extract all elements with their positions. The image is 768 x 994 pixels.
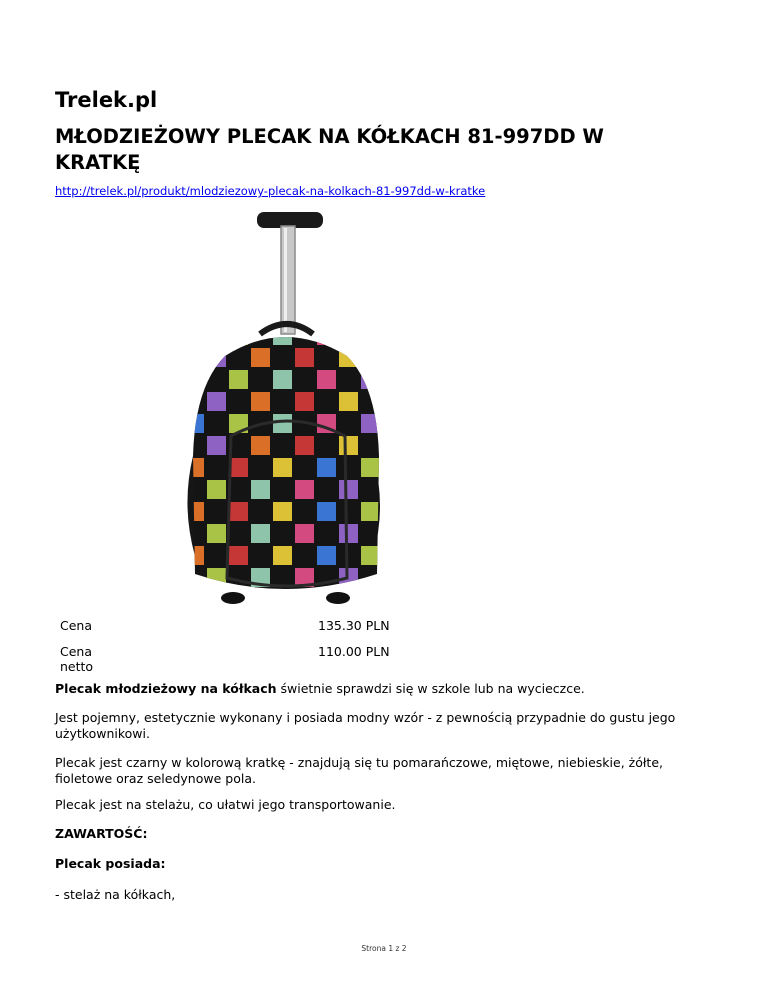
- pattern-square: [339, 480, 358, 499]
- pattern-square: [273, 546, 292, 565]
- pattern-square: [229, 458, 248, 477]
- description-paragraph-1: [55, 681, 715, 697]
- feature-item: - stelaż na kółkach,: [55, 887, 176, 902]
- pattern-square: [185, 370, 204, 389]
- pattern-square: [273, 414, 292, 433]
- pattern-square: [317, 502, 336, 521]
- pattern-square: [339, 524, 358, 543]
- pattern-square: [317, 370, 336, 389]
- pattern-square: [273, 502, 292, 521]
- price-value: 135.30 PLN: [318, 618, 390, 633]
- description-paragraph-2: Jest pojemny, estetycznie wykonany i posiada modny wzór - z pewnością przypadnie do gustu jego użytkownikowi.: [55, 710, 676, 741]
- pattern-square: [339, 392, 358, 411]
- pattern-square: [361, 502, 380, 521]
- pattern-square: [229, 326, 248, 345]
- pattern-square: [317, 458, 336, 477]
- description-paragraph-3: Plecak jest czarny w kolorową kratkę - znajdują się tu pomarańczowe, miętowe, niebieskie, żółte, fioletowe oraz seledynowe pola.: [55, 755, 663, 786]
- pattern-square: [361, 414, 380, 433]
- net-price-value: 110.00 PLN: [318, 644, 390, 659]
- pattern-square: [295, 348, 314, 367]
- pattern-square: [361, 590, 380, 609]
- pattern-square: [229, 370, 248, 389]
- page-footer: Strona 1 z 2: [361, 944, 407, 953]
- product-title: MŁODZIEŻOWY PLECAK NA KÓŁKACH 81-997DD W KRATKĘ: [55, 125, 604, 174]
- pattern-square: [383, 348, 402, 367]
- pattern-square: [317, 326, 336, 345]
- pattern-square: [185, 458, 204, 477]
- pattern-square: [251, 436, 270, 455]
- pattern-square: [207, 568, 226, 587]
- trolley-handle: [257, 212, 323, 334]
- pattern-square: [383, 436, 402, 455]
- pattern-square: [361, 370, 380, 389]
- pattern-square: [339, 436, 358, 455]
- pattern-square: [383, 568, 402, 587]
- pattern-square: [229, 546, 248, 565]
- pattern-square: [207, 436, 226, 455]
- pattern-square: [361, 458, 380, 477]
- product-image: [55, 206, 510, 612]
- pattern-square: [361, 326, 380, 345]
- features-heading: [55, 856, 715, 872]
- pattern-square: [295, 392, 314, 411]
- price-label: Cena: [60, 618, 93, 633]
- description-paragraph-4: Plecak jest na stelażu, co ułatwi jego transportowanie.: [55, 797, 396, 812]
- pattern-square: [273, 370, 292, 389]
- pattern-square: [295, 524, 314, 543]
- pattern-square: [229, 502, 248, 521]
- pattern-square: [185, 590, 204, 609]
- description-bold-lead: Plecak młodzieżowy na kółkach: [55, 681, 277, 696]
- pattern-square: [207, 524, 226, 543]
- contents-heading-text: ZAWARTOŚĆ:: [55, 826, 148, 841]
- pattern-square: [383, 524, 402, 543]
- pattern-square: [251, 348, 270, 367]
- pattern-square: [339, 568, 358, 587]
- pattern-square: [361, 546, 380, 565]
- pattern-square: [273, 590, 292, 609]
- pattern-square: [207, 480, 226, 499]
- pattern-square: [251, 392, 270, 411]
- pattern-square: [317, 546, 336, 565]
- pattern-square: [383, 392, 402, 411]
- description-lead-rest: świetnie sprawdzi się w szkole lub na wycieczce.: [276, 681, 585, 696]
- contents-heading: [55, 826, 715, 842]
- pattern-square: [273, 458, 292, 477]
- pattern-square: [185, 414, 204, 433]
- net-price-label: Cena netto: [60, 644, 94, 674]
- product-url-link[interactable]: http://trelek.pl/produkt/mlodziezowy-plecak-na-kolkach-81-997dd-w-kratke: [55, 184, 486, 198]
- pattern-square: [207, 348, 226, 367]
- pattern-square: [251, 524, 270, 543]
- site-name: Trelek.pl: [55, 88, 158, 112]
- pattern-square: [295, 436, 314, 455]
- pattern-square: [295, 480, 314, 499]
- pattern-square: [383, 480, 402, 499]
- pattern-square: [207, 392, 226, 411]
- pattern-square: [185, 326, 204, 345]
- pattern-square: [251, 480, 270, 499]
- pattern-square: [339, 348, 358, 367]
- features-heading-text: Plecak posiada:: [55, 856, 166, 871]
